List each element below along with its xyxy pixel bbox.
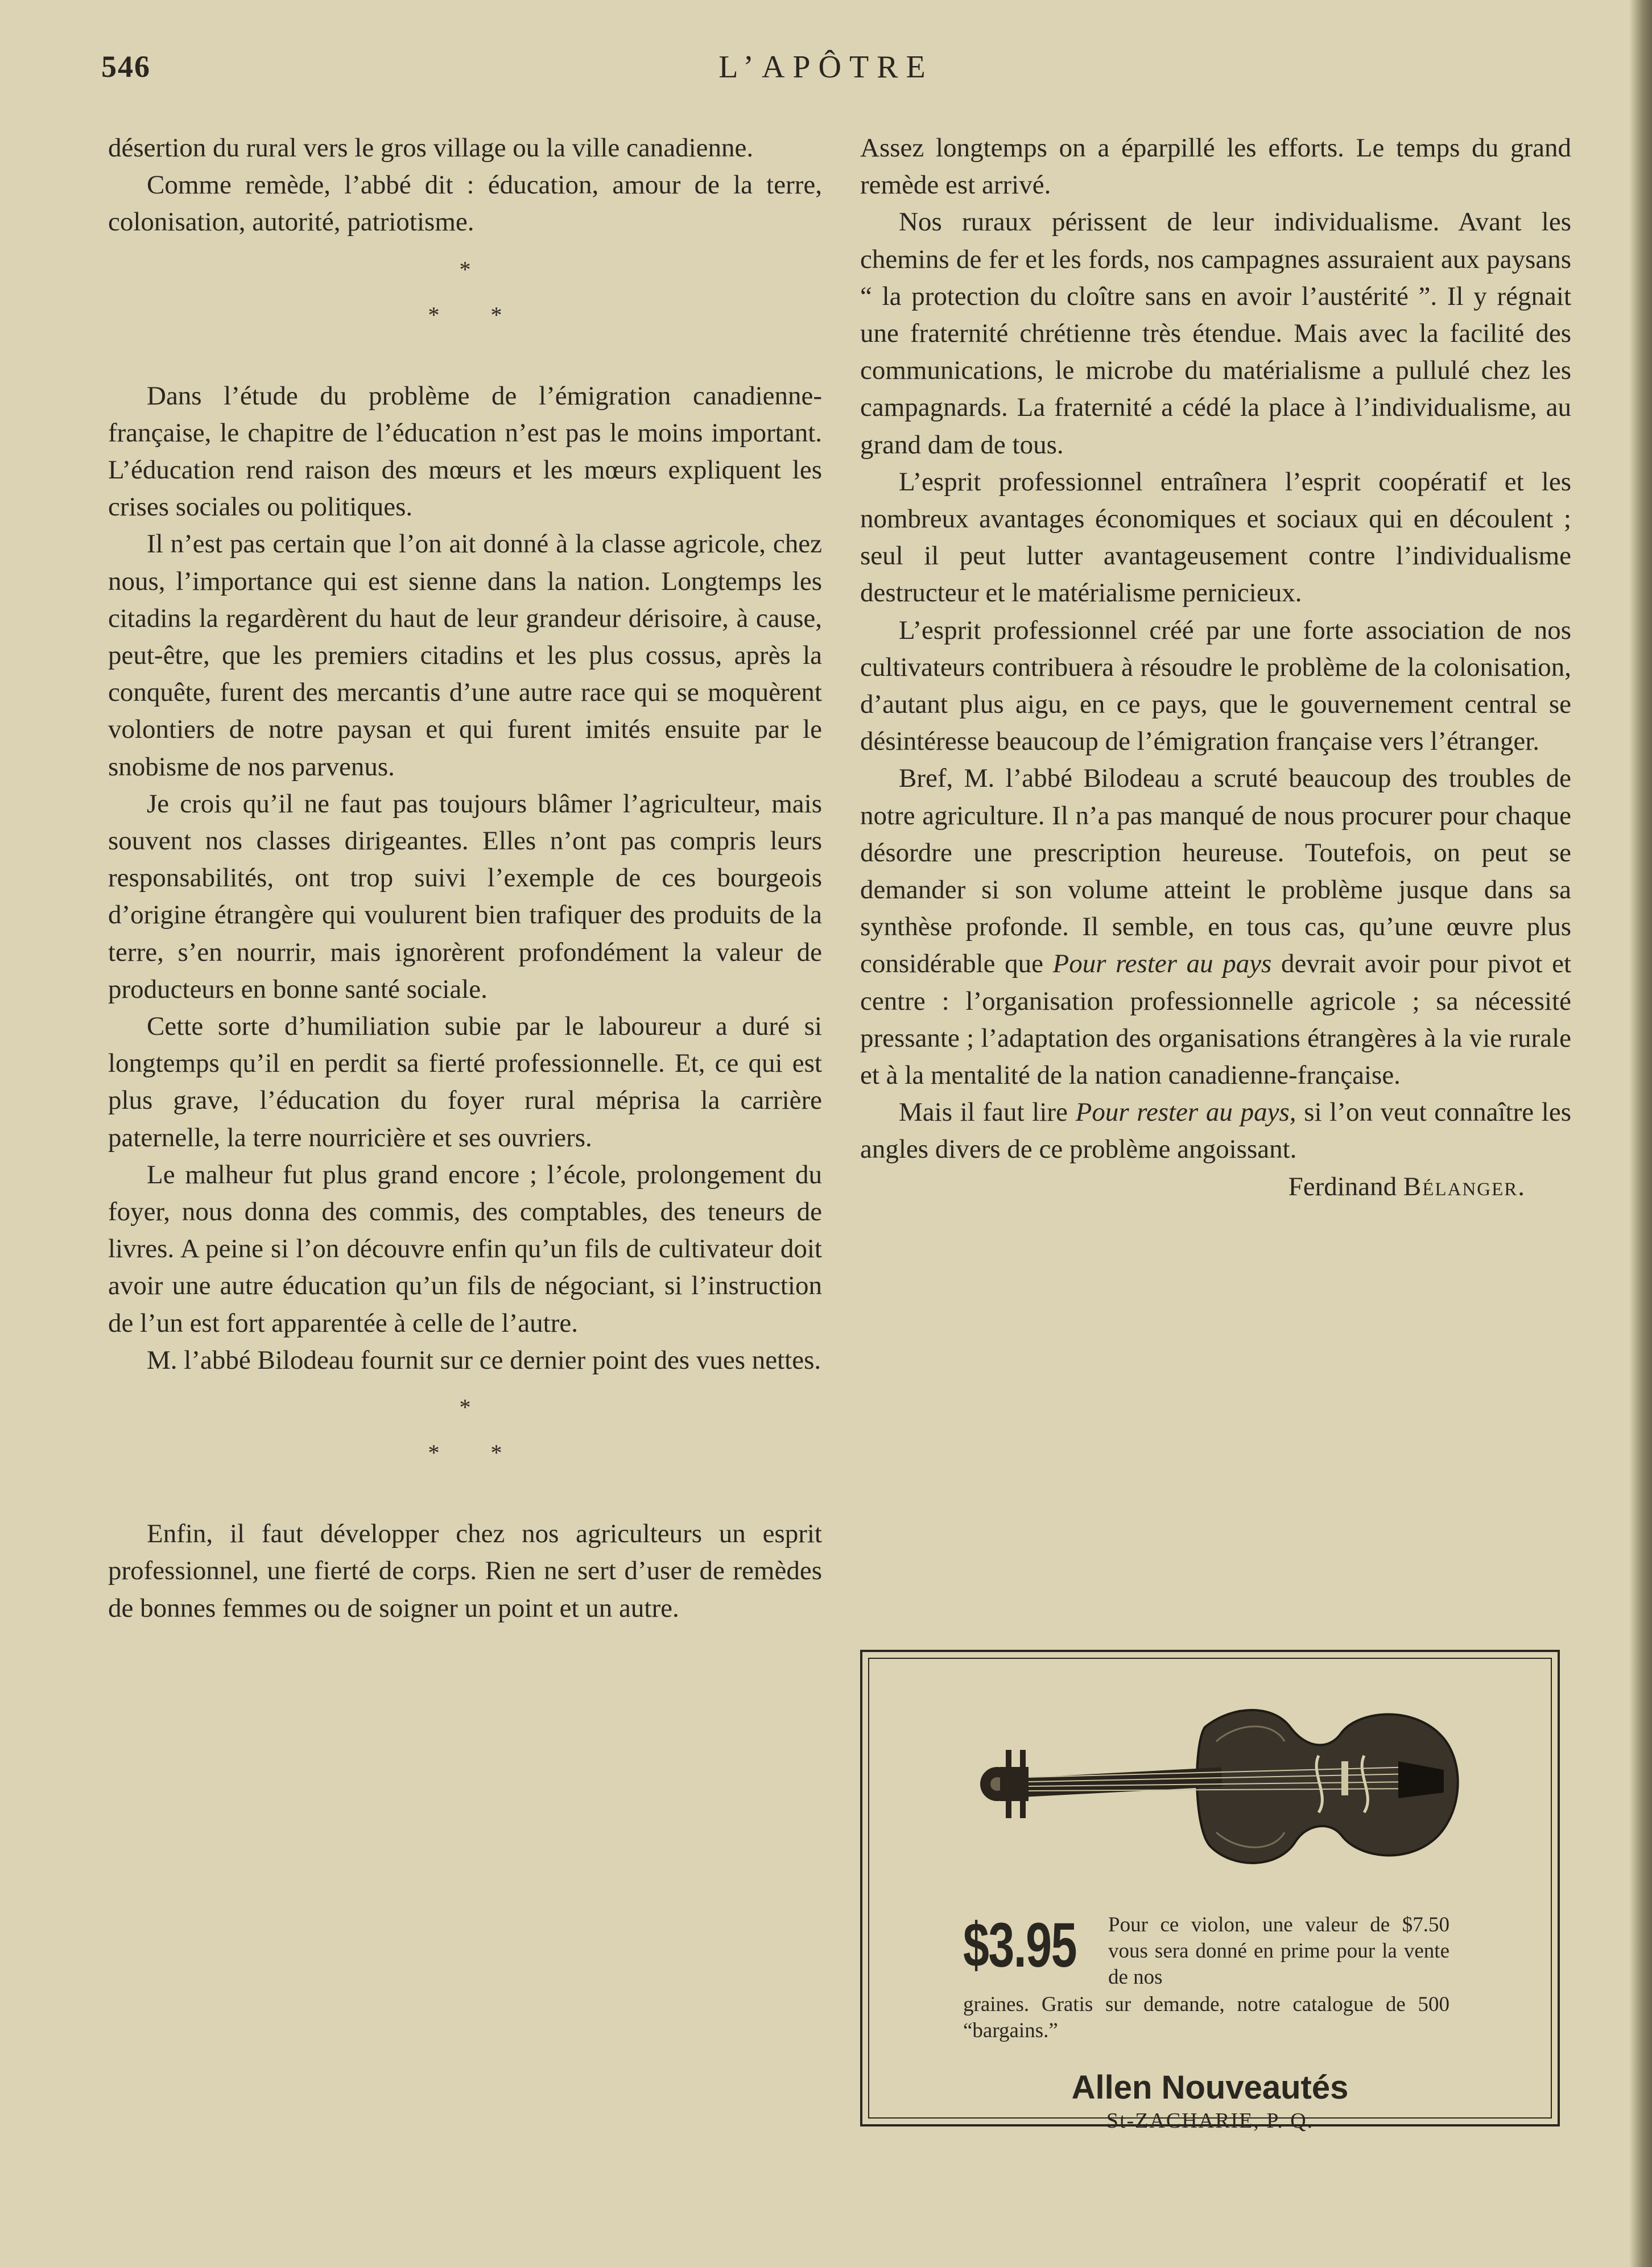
page-edge — [1629, 0, 1652, 2267]
paragraph-text: devrait avoir pour pivot et centre : l’organisation professionnelle agricole ; sa nécessité pressante ; l’adaptation des organisations étrangères à la vie rurale et à la mentalité de la nation canadienne-française. — [860, 949, 1572, 1091]
paragraph: M. l’abbé Bilodeau fournit sur ce dernier point des vues nettes. — [147, 1345, 821, 1375]
book-title: Pour rester au pays, — [1075, 1097, 1296, 1128]
ad-brand: Allen Nouveautés — [1071, 2069, 1349, 2106]
paragraph: Le malheur fut plus grand encore ; l’école, prolongement du foyer, nous donna des commis, des comptables, des teneurs de livres. A peine si l’on découvre enfin qu’un fils de cultivateur doit avoir une autre éducation qu’un fils de négociant, si l’instruction de l’un est fort apparentée à celle de l’autre. — [108, 1159, 822, 1338]
paragraph: désertion du rural vers le gros village ou la ville canadienne. — [108, 133, 754, 163]
paragraph-text: si l’on veut connaître les angles divers de ce problème angoissant. — [860, 1097, 1572, 1165]
paragraph — [860, 1094, 1571, 1168]
paragraph-text: Mais il faut lire — [899, 1097, 1068, 1128]
section-separator — [108, 241, 822, 378]
paragraph — [860, 760, 1571, 1094]
paragraph: Comme remède, l’abbé dit : éducation, amour de la terre, colonisation, autorité, patriotisme. — [108, 170, 822, 237]
author-first-name: Ferdinand — [1288, 1171, 1397, 1201]
page-number: 546 — [101, 49, 151, 84]
ad-text-bottom: graines. Gratis sur demande, notre catalogue de 500 “bargains.” — [963, 1993, 1449, 2042]
violin-advertisement — [860, 1650, 1560, 2133]
journal-title: L’APÔTRE — [718, 49, 934, 85]
author-last-name: Bélanger. — [1403, 1171, 1526, 1201]
right-column — [860, 130, 1571, 1205]
section-separator — [108, 1379, 822, 1516]
paragraph: Nos ruraux périssent de leur individualisme. Avant les chemins de fer et les fords, nos campagnes assuraient aux paysans “ la protection du cloître sans en avoir l’austérité ”. Il y régnait une fraternité chrétienne très étendue. Mais avec la facilité des communications, le microbe du matérialisme a pullulé chez les campagnards. La fraternité a cédé la place à l’individualisme, au grand dam de tous. — [860, 207, 1571, 460]
author-signature — [860, 1168, 1571, 1205]
advertisement-inner-frame — [868, 1658, 1552, 2133]
paragraph: L’esprit professionnel créé par une forte association de nos cultivateurs contribuera à résoudre le problème de la colonisation, d’autant plus aigu, en ce pays, que le gouvernement central se désintéresse beaucoup de l’émigration française vers l’étranger. — [860, 615, 1571, 757]
book-title: Pour rester au pays — [1052, 949, 1272, 979]
ad-price: $3.95 — [963, 1910, 1076, 1980]
paragraph: Il n’est pas certain que l’on ait donné à la classe agricole, chez nous, l’importance qui est sienne dans la nation. Longtemps les citadins la regardèrent du haut de leur grandeur dérisoire, à cause, peut-être, que les premiers citadins et les plus cossus, après la conquête, furent des mercantis d’une autre race qui se moquèrent volontiers de notre paysan et qui furent imités ensuite par le snobisme de nos parvenus. — [108, 529, 822, 782]
separator-stars-bottom: * * — [428, 1440, 525, 1466]
left-column — [108, 130, 822, 1627]
paragraph: Cette sorte d’humiliation subie par le laboureur a duré si longtemps qu’il en perdit sa fierté professionnelle. Et, ce qui est plus grave, l’éducation du foyer rural méprisa la carrière paternelle, la terre nourricière et ses ouvriers. — [108, 1011, 822, 1153]
paragraph: Enfin, il faut développer chez nos agriculteurs un esprit professionnel, une fierté de corps. Rien ne sert d’user de remèdes de bonnes femmes ou de soigner un point et un autre. — [108, 1519, 822, 1623]
separator-stars-bottom: * * — [428, 302, 525, 328]
paragraph: L’esprit professionnel entraînera l’esprit coopératif et les nombreux avantages économiques et sociaux qui en découlent ; seul il peut lutter avantageusement contre l’individualisme destructeur et le matérialisme pernicieux. — [860, 466, 1571, 608]
violin-icon — [966, 1687, 1478, 1892]
paragraph: Assez longtemps on a éparpillé les efforts. Le temps du grand remède est arrivé. — [860, 133, 1571, 200]
separator-star-top: * — [459, 256, 471, 282]
separator-star-top: * — [459, 1394, 471, 1421]
ad-location: St-ZACHARIE, P. Q. — [1106, 2109, 1314, 2133]
ad-text-top: Pour ce violon, une valeur de $7.50 vous sera donné en prime pour la vente de nos — [1108, 1913, 1449, 1989]
paragraph-text: Bref, M. l’abbé Bilodeau a scruté beaucoup des troubles de notre agriculture. Il n’a pas manqué de nous procurer pour chaque désordre une prescription heureuse. Toutefois, on peut se demander si son volume atteint le problème jusque dans sa synthèse profonde. Il semble, en tous cas, qu’une œuvre plus considérable que — [860, 763, 1571, 979]
paragraph: Dans l’étude du problème de l’émigration canadienne-française, le chapitre de l’éducation n’est pas le moins important. L’éducation rend raison des mœurs et les mœurs expliquent les crises sociales ou politiques. — [108, 381, 822, 522]
paragraph: Je crois qu’il ne faut pas toujours blâmer l’agriculteur, mais souvent nos classes dirigeantes. Elles n’ont pas compris leurs responsabilités, ont trop suivi l’exemple de ces bourgeois d’origine étrangère qui voulurent bien trafiquer des produits de la terre, s’en nourrir, mais ignorèrent profondément la valeur de producteurs en bonne santé sociale. — [108, 788, 822, 1004]
